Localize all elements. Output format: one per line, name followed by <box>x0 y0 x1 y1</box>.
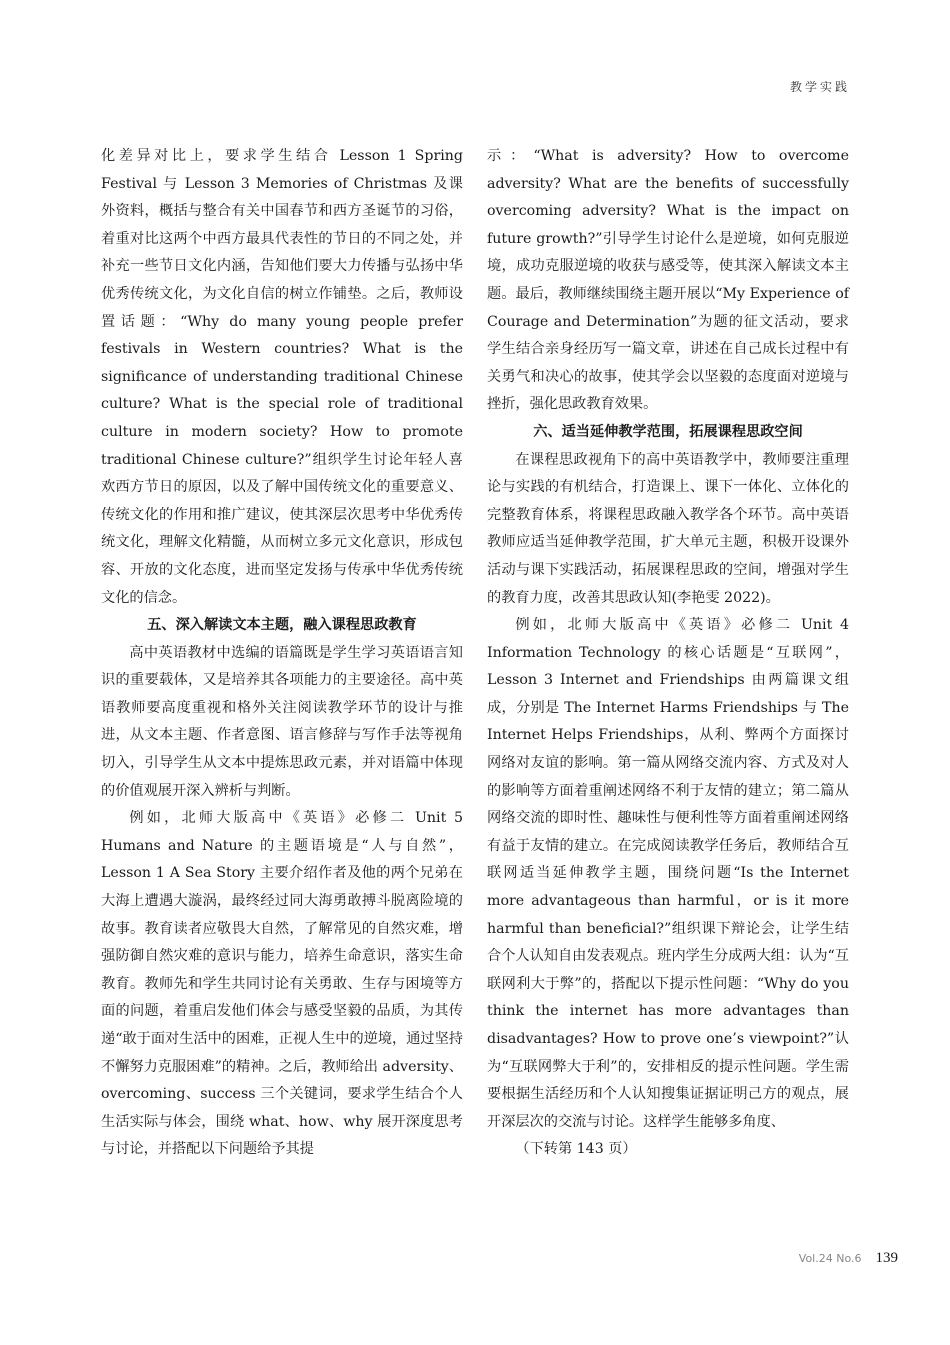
volume-label: Vol.24 No.6 <box>798 1252 862 1265</box>
paragraph: 化差异对比上，要求学生结合 Lesson 1 Spring Festival 与 Lesson 3 Memories of Christmas 及课外资料，概括与整合有关中国春节和西方圣诞节的习俗，着重对比这两个中西方最具代表性的节日的不同之处，并补充一些节日文化内涵，告知他们要大力传播与弘扬中华优秀传统文化，为文化自信的树立作铺垫。之后，教师设置话题：“Why do many young people prefer festivals in Western countries? What is the significance of understanding traditional Chinese culture? What is the special role of traditional culture in modern society? How to promote traditional Chinese culture?”组织学生讨论年轻人喜欢西方节日的原因，以及了解中国传统文化的重要意义、传统文化的作用和推广建议，使其深层次思考中华优秀传统文化，理解文化精髓，从而树立多元文化意识，形成包容、开放的文化态度，进而坚定发扬与传承中华优秀传统文化的信念。 <box>101 148 463 606</box>
right-column <box>487 143 849 1164</box>
paragraph: 高中英语教材中选编的语篇既是学生学习英语语言知识的重要载体，又是培养其各项能力的主要途径。高中英语教师要高度重视和格外关注阅读教学环节的设计与推进，从文本主题、作者意图、语言修辞与写作手法等视角切入，引导学生从文本中提炼思政元素，并对语篇中体现的价值观展开深入辨析与判断。 <box>101 644 463 799</box>
section-heading-6: 六、适当延伸教学范围，拓展课程思政空间 <box>533 423 803 440</box>
paragraph: 例如，北师大版高中《英语》必修二 Unit 5 Humans and Nature 的主题语境是“人与自然”，Lesson 1 A Sea Story 主要介绍作者及他的两个兄弟在大海上遭遇大漩涡，最终经过同大海勇敢搏斗脱离险境的故事。教育读者应敬畏大自然，了解常见的自然灾难，增强防御自然灾难的意识与能力，培养生命意识，落实生命教育。教师先和学生共同讨论有关勇敢、生存与困境等方面的问题，着重启发他们体会与感受坚毅的品质，为其传递“敢于面对生活中的困难，正视人生中的逆境，通过坚持不懈努力克服困难”的精神。之后，教师给出 adversity、overcoming、success 三个关键词，要求学生结合个人生活实际与体会，围绕 what、how、why 展开深度思考与讨论，并搭配以下问题给予其提 <box>101 810 463 1158</box>
section-heading-5: 五、深入解读文本主题，融入课程思政教育 <box>147 617 417 634</box>
left-column <box>101 143 463 1164</box>
paragraph: 在课程思政视角下的高中英语教学中，教师要注重理论与实践的有机结合，打造课上、课下一体化、立体化的完整教育体系，将课程思政融入教学各个环节。高中英语教师应适当延伸教学范围，扩大单元主题，积极开设课外活动与课下实践活动，拓展课程思政的空间，增强对学生的教育力度，改善其思政认知(李艳雯 2022)。 <box>487 451 849 606</box>
continued-note: （下转第 143 页） <box>515 1141 637 1158</box>
page-footer <box>799 1250 898 1267</box>
page-number: 139 <box>875 1250 898 1266</box>
paragraph: 示：“What is adversity? How to overcome adversity? What are the benefits of successfully overcoming adversity? What is the impact on future growth?”引导学生讨论什么是逆境，如何克服逆境，成功克服逆境的收获与感受等，使其深入解读文本主题。最后，教师继续围绕主题开展以“My Experience of Courage and Determination”为题的征文活动，要求学生结合亲身经历写一篇文章，讲述在自己成长过程中有关勇气和决心的故事，使其学会以坚毅的态度面对逆境与挫折，强化思政教育效果。 <box>487 148 849 413</box>
paragraph: 例如，北师大版高中《英语》必修二 Unit 4 Information Technology 的核心话题是“互联网”，Lesson 3 Internet and Friendships 由两篇课文组成，分别是 The Internet Harms Friendships 与 The Internet Helps Friendships，从利、弊两个方面探讨网络对友谊的影响。第一篇从网络交流内容、方式及对人的影响等方面着重阐述网络不利于友情的建立；第二篇从网络交流的即时性、趣味性与便利性等方面着重阐述网络有益于友情的建立。在完成阅读教学任务后，教师结合互联网适当延伸教学主题，围绕问题“Is the Internet more advantageous than harmful，or is it more harmful than beneficial?”组织课下辩论会，让学生结合个人认知自由发表观点。班内学生分成两大组：认为“互联网利大于弊”的，搭配以下提示性问题：“Why do you think the internet has more advantages than disadvantages? How to prove one’s viewpoint?”认为“互联网弊大于利”的，安排相反的提示性问题。学生需要根据生活经历和个人认知搜集证据证明己方的观点，展开深层次的交流与讨论。这样学生能够多角度、 <box>487 617 849 1130</box>
running-head: 教学实践 <box>789 80 850 94</box>
